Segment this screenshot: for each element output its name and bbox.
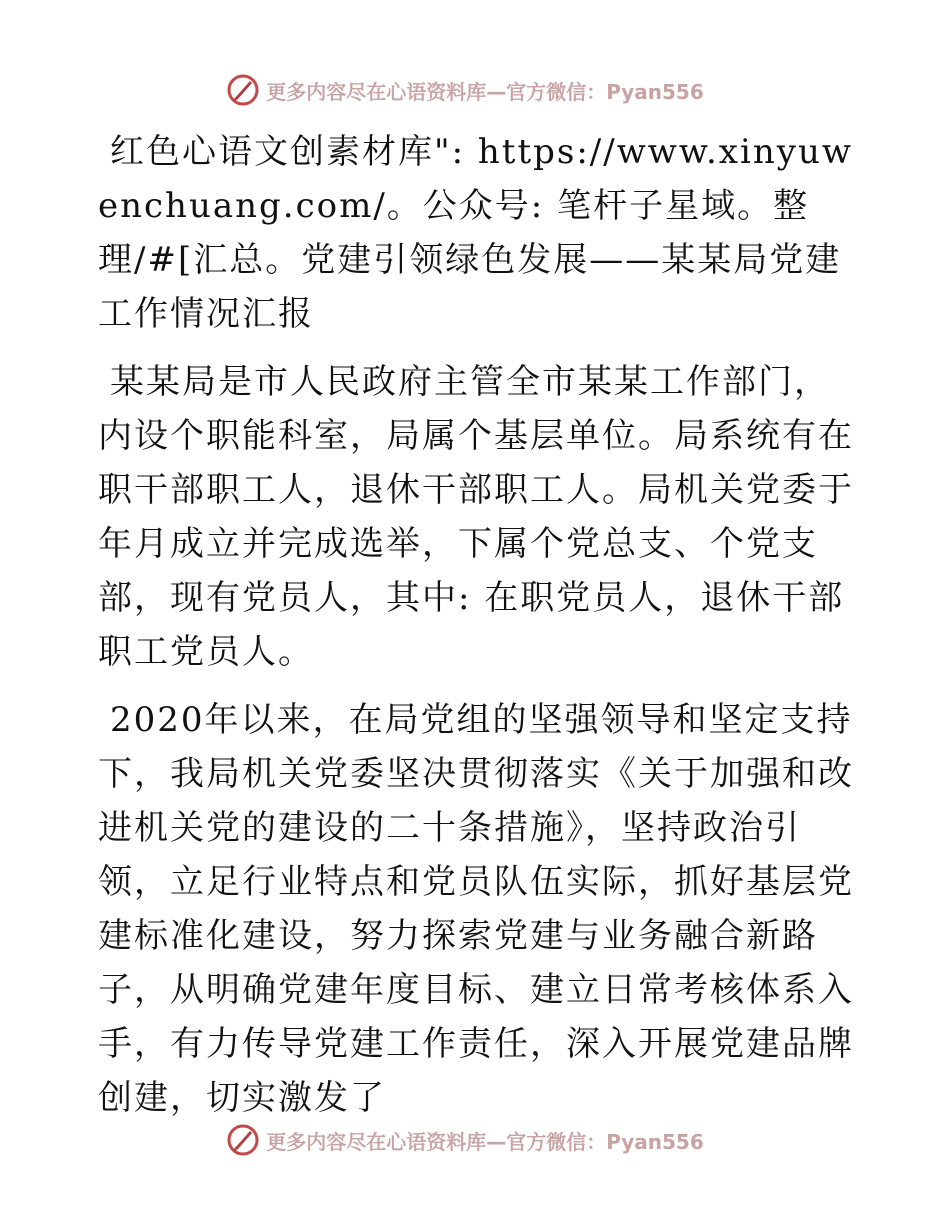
- watermark-text: 更多内容尽在心语资料库—官方微信：Pyan556: [266, 1129, 704, 1154]
- watermark-text: 更多内容尽在心语资料库—官方微信：Pyan556: [266, 79, 704, 104]
- document-body: [98, 125, 858, 1139]
- red-quill-logo-icon: [226, 1123, 260, 1157]
- footer-watermark: [0, 1120, 950, 1160]
- paragraph-2: 某某局是市人民政府主管全市某某工作部门，内设个职能科室，局属个基层单位。局系统有在职干部职工人，退休干部职工人。局机关党委于年月成立并完成选举，下属个党总支、个党支部，现有党员人，其中: 在职党员人，退休干部职工党员人。: [98, 362, 854, 672]
- paragraph-3: 2020年以来，在局党组的坚强领导和坚定支持下，我局机关党委坚决贯彻落实《关于加强和改进机关党的建设的二十条措施》，坚持政治引领，立足行业特点和党员队伍实际，抓好基层党建标准化建设，努力探索党建与业务融合新路子，从明确党建年度目标、建立日常考核体系入手，有力传导党建工作责任，深入开展党建品牌创建，切实激发了: [98, 700, 854, 1118]
- paragraph-1: 红色心语文创素材库": https://www.xinyuwenchuang.com/。公众号: 笔杆子星域。整理/#[汇总。党建引领绿色发展——某某局党建工作情况汇报: [98, 132, 853, 334]
- header-watermark: [0, 70, 950, 110]
- red-quill-logo-icon: [226, 73, 260, 107]
